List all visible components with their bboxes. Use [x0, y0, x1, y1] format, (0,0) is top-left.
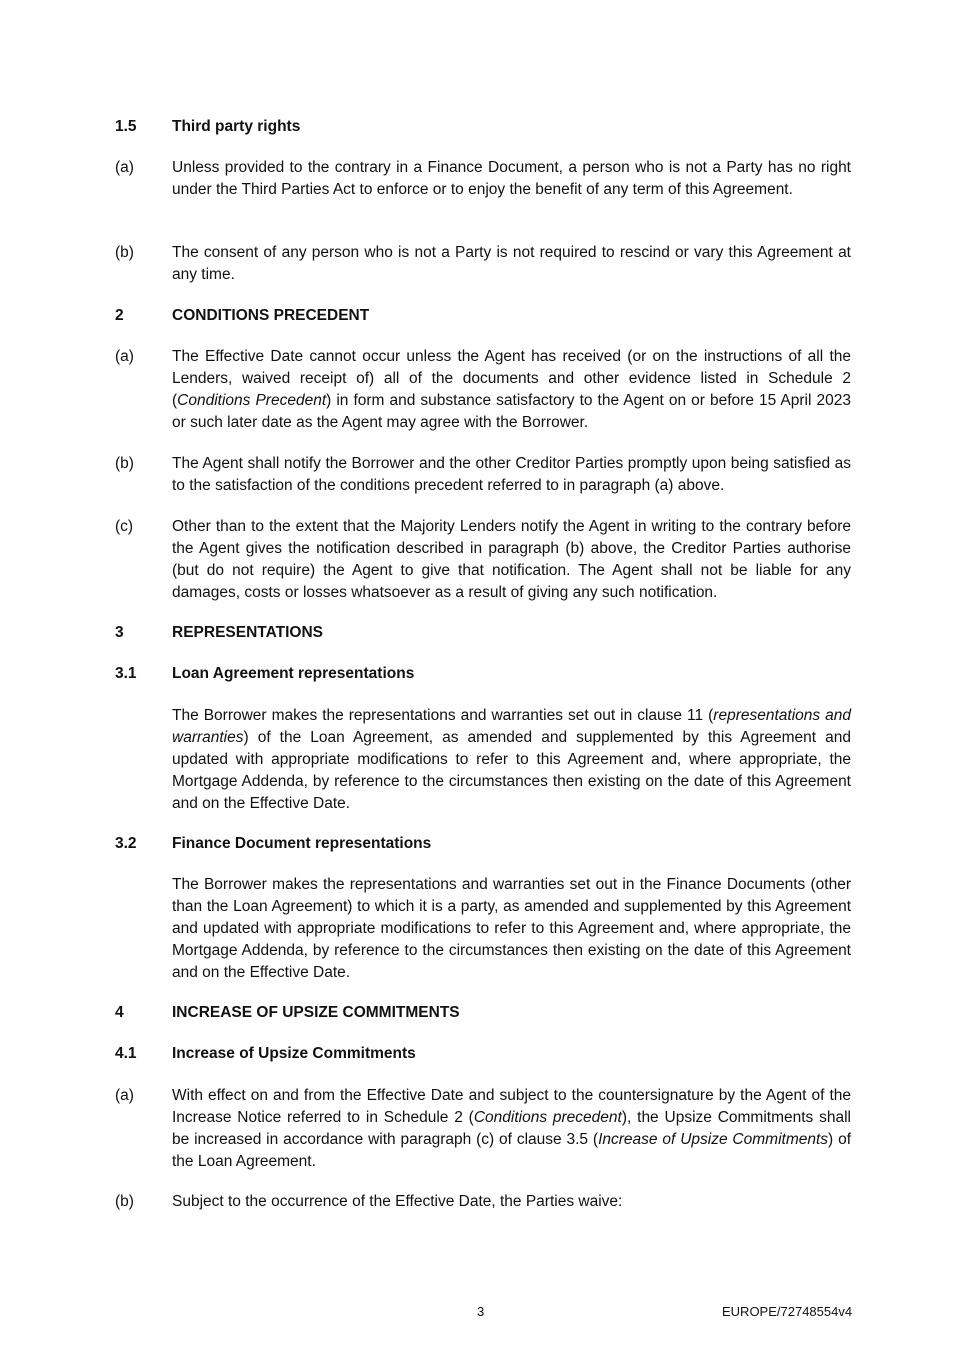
section-number: 1.5 [115, 118, 137, 135]
section-title: Increase of Upsize Commitments [172, 1045, 416, 1062]
paragraph-text: The consent of any person who is not a Party is not required to rescind or vary this Agreement at any time. [172, 244, 851, 283]
paragraph-label: (b) [115, 244, 134, 261]
paragraph-text: Other than to the extent that the Majority Lenders notify the Agent in writing to the contrary before the Agent gives the notification described in paragraph (b) above, the Creditor Parties authorise (but do not require) the Agent to give that notification. The Agent shall not be liable for any damages, costs or losses whatsoever as a result of giving any such notification. [172, 518, 851, 601]
section-title: Third party rights [172, 118, 301, 135]
paragraph-text: The Agent shall notify the Borrower and the other Creditor Parties promptly upon being satisfied as to the satisfaction of the conditions precedent referred to in paragraph (a) above. [172, 455, 851, 494]
paragraph-text: Subject to the occurrence of the Effective Date, the Parties waive: [172, 1193, 623, 1210]
paragraph-label: (a) [115, 1087, 134, 1104]
section-number: 4 [115, 1004, 124, 1021]
paragraph-label: (b) [115, 1193, 134, 1210]
section-title: INCREASE OF UPSIZE COMMITMENTS [172, 1004, 460, 1021]
section-number: 2 [115, 307, 124, 324]
paragraph-3-1: The Borrower makes the representations and warranties set out in clause 11 (representations and warranties) of the Loan Agreement, as amended and supplemented by this Agreement and updated with appropriate modifications to refer to this Agreement and, where appropriate, the Mortgage Addenda, by reference to the circumstances then existing on the date of this Agreement and on the Effective Date. [172, 707, 851, 812]
section-title: Loan Agreement representations [172, 665, 415, 682]
paragraph-label: (c) [115, 518, 134, 535]
paragraph-label: (a) [115, 159, 134, 176]
section-number: 3.1 [115, 665, 137, 682]
page-number: 3 [477, 1304, 485, 1319]
section-number: 3.2 [115, 835, 137, 852]
paragraph-text: Unless provided to the contrary in a Finance Document, a person who is not a Party has no right under the Third Parties Act to enforce or to enjoy the benefit of any term of this Agreement. [172, 159, 851, 198]
paragraph-text: With effect on and from the Effective Date and subject to the countersignature by the Agent of the Increase Notice referred to in Schedule 2 (Conditions precedent), the Upsize Commitments shall be increased in accordance with paragraph (c) of clause 3.5 (Increase of Upsize Commitments) of the Loan Agreement. [172, 1087, 852, 1170]
section-number: 3 [115, 624, 124, 641]
section-title: Finance Document representations [172, 835, 432, 852]
paragraph-label: (a) [115, 348, 134, 365]
paragraph-3-2: The Borrower makes the representations and warranties set out in the Finance Documents (other than the Loan Agreement) to which it is a party, as amended and supplemented by this Agreement and updated with appropriate modifications to refer to this Agreement and, where appropriate, the Mortgage Addenda, by reference to the circumstances then existing on the date of this Agreement and on the Effective Date. [172, 876, 851, 981]
section-title: REPRESENTATIONS [172, 624, 323, 641]
document-reference: EUROPE/72748554v4 [722, 1304, 853, 1319]
section-number: 4.1 [115, 1045, 137, 1062]
paragraph-label: (b) [115, 455, 134, 472]
paragraph-text: The Effective Date cannot occur unless the Agent has received (or on the instructions of all the Lenders, waived receipt of) all of the documents and other evidence listed in Schedule 2 (Conditions Precedent) in form and substance satisfactory to the Agent on or before 15 April 2023 or such later date as the Agent may agree with the Borrower. [172, 348, 851, 431]
section-title: CONDITIONS PRECEDENT [172, 307, 370, 324]
